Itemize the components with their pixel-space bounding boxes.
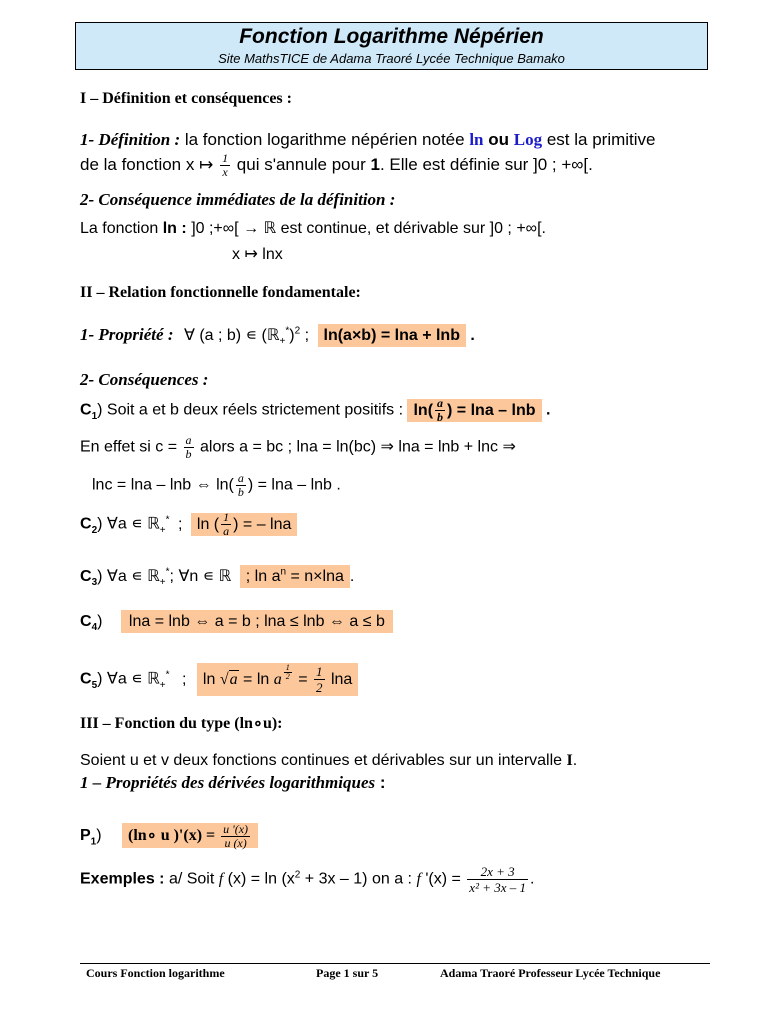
c3-box-sup: n xyxy=(280,566,287,578)
definition-end: est la primitive xyxy=(546,130,656,149)
lnc-frac xyxy=(236,472,246,499)
p1-box-text: (ln∘ u )'(x) = xyxy=(128,827,216,845)
effet-line xyxy=(80,434,516,461)
page-subtitle: Site MathsTICE de Adama Traoré Lycée Technique Bamako xyxy=(218,51,565,66)
c1-box xyxy=(407,396,541,424)
lnc-line xyxy=(92,472,341,499)
fraction-denominator: x xyxy=(222,165,228,179)
c5-half-num: 1 xyxy=(316,664,323,679)
example-frac-num: 2x + 3 xyxy=(467,864,528,880)
section3-subheading xyxy=(80,773,386,793)
effet-frac-num: a xyxy=(185,433,192,447)
c2-frac-den: a xyxy=(223,524,230,538)
c2-label: C xyxy=(80,515,92,533)
definition-text: la fonction logarithme népérien notée xyxy=(184,130,465,149)
c5-text: ) ∀a ∊ ℝ xyxy=(97,670,160,688)
c5-box-eq: = xyxy=(298,670,308,688)
section2-heading: II – Relation fonctionnelle fondamentale: xyxy=(80,284,361,301)
p1-label: P xyxy=(80,827,91,845)
definition-label: 1- Définition : xyxy=(80,130,181,149)
c2-plus: + xyxy=(159,524,166,536)
property-sub: + xyxy=(279,336,286,348)
c4-box: lna = lnb ⇔ a = b ; lna ≤ lnb ⇔ a ≤ b xyxy=(121,610,393,633)
c2-semicolon: ; xyxy=(178,515,183,533)
c5-box-eq-ln: = ln xyxy=(243,670,270,688)
example-frac xyxy=(467,864,528,895)
property-star: * xyxy=(285,325,290,337)
page-title: Fonction Logarithme Népérien xyxy=(239,25,544,48)
lnc-frac-num: a xyxy=(237,471,244,485)
p1-line: $P_1$) (ln∘ u )'(x) = $\frac{u '(x)}{u (x)}$ xyxy=(80,823,258,850)
p1-frac xyxy=(221,823,250,850)
property-text: ∀ (a ; b) ∊ (ℝ xyxy=(183,327,280,344)
c1-box-a: ln( xyxy=(413,401,434,419)
c5-half-den: 2 xyxy=(316,680,323,695)
consequence-heading: 2- Conséquence immédiates de la définition : xyxy=(80,190,396,209)
example-frac-den: x² + 3x – 1 xyxy=(469,880,527,895)
c5-box-ln: ln xyxy=(202,670,216,688)
c5-base-a: a xyxy=(273,670,282,688)
example-label: Exemples : xyxy=(80,870,165,888)
c3-line xyxy=(80,566,354,588)
c5-line xyxy=(80,664,358,695)
c3-plus: + xyxy=(159,577,166,589)
c2-box-a: ln ( xyxy=(196,515,220,533)
footer-left: Cours Fonction logarithme xyxy=(86,966,225,980)
example-b: (x) = ln (x xyxy=(227,870,295,888)
property-sup: 2 xyxy=(294,325,301,337)
effet-frac-den: b xyxy=(185,447,192,461)
c5-box-lna: lna xyxy=(330,670,353,688)
example-a: a/ Soit xyxy=(168,870,215,888)
c4-line: $C_4$) lna = lnb ⇔ a = b ; lna ≤ lnb ⇔ a ≤ b xyxy=(80,613,393,633)
example-f: f xyxy=(218,870,224,888)
c5-half xyxy=(314,664,325,695)
c4-sub: 4 xyxy=(91,622,98,634)
c3-star: * xyxy=(165,566,170,578)
property-semicolon: ; xyxy=(304,327,310,344)
log-term: Log xyxy=(513,130,543,149)
section3-heading: III – Fonction du type (ln∘u): xyxy=(80,715,283,732)
example-sup: 2 xyxy=(294,869,301,881)
consequence-line1-a: La fonction xyxy=(80,220,159,237)
c4-label: C xyxy=(80,613,92,630)
section1-heading-text: I – Définition et conséquences : xyxy=(80,90,292,107)
c3-box-end: = n×lna xyxy=(290,568,344,585)
example-dot: . xyxy=(530,870,535,888)
c5-sqrt: √a xyxy=(219,670,238,688)
footer-right: Adama Traoré Professeur Lycée Technique xyxy=(440,966,661,980)
footer-page: Page 1 sur 5 xyxy=(316,966,379,980)
c1-box-b: ) = lna – lnb xyxy=(447,401,536,419)
c1-line xyxy=(80,397,550,424)
definition-line1 xyxy=(80,130,655,150)
c5-sqrt-a: a xyxy=(229,670,238,688)
c5-semicolon: ; xyxy=(182,670,187,688)
lnc-b: ) = lna – lnb . xyxy=(247,476,341,494)
c1-dot: . xyxy=(545,401,551,419)
definition-one: 1 xyxy=(370,154,380,174)
c5-sub: 5 xyxy=(91,679,98,691)
effet-a: En effet si c = xyxy=(80,438,178,456)
fraction-one-over-x xyxy=(220,152,230,179)
p1-box xyxy=(122,823,258,848)
c3-text-a: ) ∀a ∊ ℝ xyxy=(97,568,160,585)
effet-b: alors a = bc ; lna = ln(bc) ⇒ lna = lnb + lnc ⇒ xyxy=(200,438,516,456)
example-d: '(x) = xyxy=(425,870,461,888)
consequence-line1-c: ]0 ;+∞[ → ℝ est continue, et dérivable sur ]0 ; +∞[. xyxy=(191,220,546,237)
definition-line2-end: . Elle est définie sur ]0 ; +∞[. xyxy=(379,154,593,174)
c1-text: ) Soit a et b deux réels strictement positifs : xyxy=(97,401,404,419)
footer-divider xyxy=(80,963,710,964)
c3-sub: 3 xyxy=(91,577,98,589)
consequence-line2: x ↦ lnx xyxy=(232,246,283,263)
c1-sub: 1 xyxy=(91,410,98,422)
consequence-line1-b: ln : xyxy=(162,220,187,237)
section3-intro xyxy=(80,752,577,770)
fraction-numerator: 1 xyxy=(222,151,229,165)
property-line: 1- Propriété : ∀ (a ; b) ∊ (ℝ$_+$*)$^2$ ; ln(a×b) = lna + lnb . xyxy=(80,325,475,348)
definition-line2 xyxy=(80,152,593,179)
lnc-frac-den: b xyxy=(237,485,244,499)
definition-line2-start: de la fonction x ↦ xyxy=(80,154,214,174)
c5-plus: + xyxy=(159,679,166,691)
c3-label: C xyxy=(80,568,92,585)
c3-text-b: ; ∀n ∊ ℝ xyxy=(169,568,232,585)
property-box: ln(a×b) = lna + lnb xyxy=(318,324,466,347)
ou-word: ou xyxy=(488,130,510,149)
c1-label: C xyxy=(80,401,92,419)
c2-line xyxy=(80,511,297,538)
c1-frac-den: b xyxy=(437,410,444,424)
example-c: + 3x – 1) on a : xyxy=(304,870,412,888)
c3-box xyxy=(240,565,350,588)
ln-term: ln xyxy=(469,130,484,149)
p1-sub: 1 xyxy=(90,836,97,848)
section3-intro-text: Soient u et v deux fonctions continues et dérivables sur un intervalle xyxy=(80,752,563,769)
c5-exp-den: 2 xyxy=(285,672,290,681)
c2-box-b: ) = – lna xyxy=(233,515,292,533)
c1-frac xyxy=(435,397,445,424)
c5-label: C xyxy=(80,670,92,688)
consequence-line1 xyxy=(80,218,546,238)
c3-box-a: ; ln a xyxy=(245,568,281,585)
c2-star: * xyxy=(165,514,170,526)
c2-text: ) ∀a ∊ ℝ xyxy=(97,515,160,533)
c2-sub: 2 xyxy=(91,524,98,536)
consequences-heading: 2- Conséquences : xyxy=(80,370,209,389)
c2-frac-num: 1 xyxy=(223,510,230,524)
effet-frac xyxy=(184,434,194,461)
c2-box xyxy=(191,510,298,538)
c5-star: * xyxy=(165,669,170,681)
section3-subheading-text: 1 – Propriétés des dérivées logarithmiques xyxy=(80,773,376,792)
example-line xyxy=(80,864,534,895)
c3-dot: . xyxy=(349,568,355,585)
c5-box xyxy=(197,663,358,696)
c5-exponent xyxy=(284,664,292,681)
section3-subheading-colon: : xyxy=(379,773,386,792)
c1-frac-num: a xyxy=(437,396,444,410)
c2-frac xyxy=(221,511,231,538)
definition-line2-mid: qui s'annule pour xyxy=(236,154,366,174)
example-f2: f xyxy=(416,870,421,888)
p1-frac-num: u '(x) xyxy=(223,822,249,836)
p1-frac-den: u (x) xyxy=(224,836,247,850)
c5-exp-num: 1 xyxy=(285,663,290,672)
title-box xyxy=(75,22,708,70)
lnc-a: lnc = lna – lnb ⇔ ln( xyxy=(92,476,234,494)
property-label: 1- Propriété : xyxy=(80,325,174,344)
section1-heading xyxy=(80,90,292,108)
property-dot: . xyxy=(470,327,475,344)
interval-I: I xyxy=(566,752,573,769)
section3-intro-dot: . xyxy=(572,752,578,769)
